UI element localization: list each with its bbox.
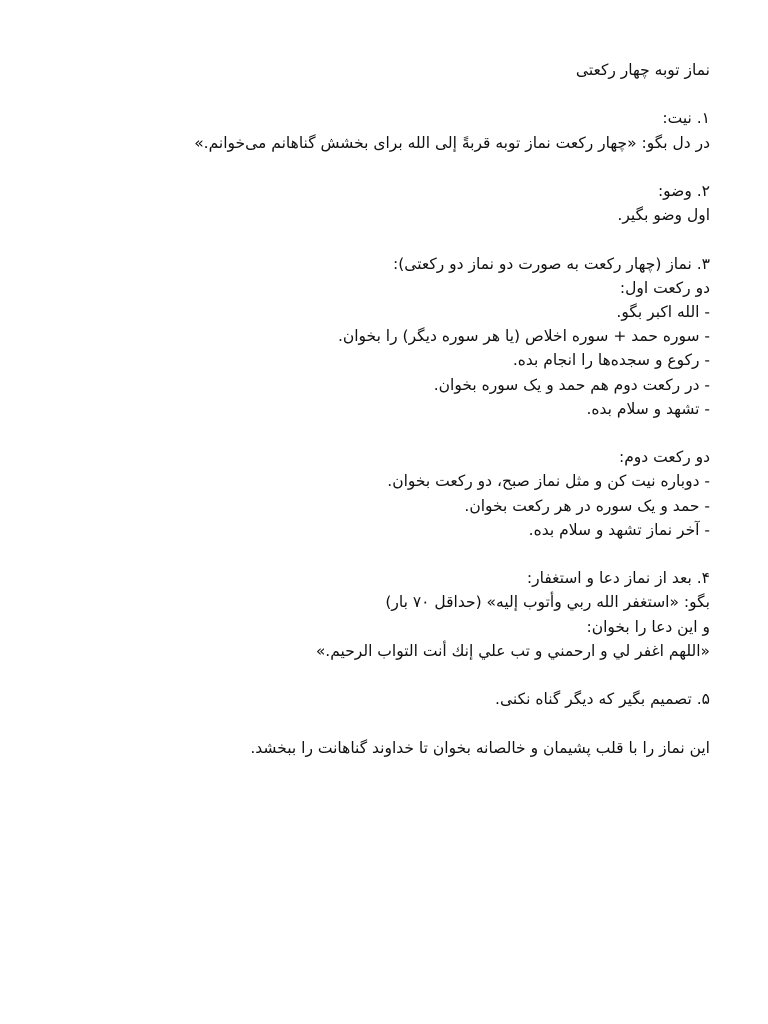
text-line: «اللهم اغفر لي و ارحمني و تب علي إنك أنت التواب الرحيم.»	[315, 641, 710, 660]
list-item: - تشهد و سلام بده.	[586, 399, 710, 418]
closing-line: این نماز را با قلب پشیمان و خالصانه بخوان تا خداوند گناهانت را ببخشد.	[250, 738, 710, 757]
list-item: - دوباره نیت کن و مثل نماز صبح، دو رکعت بخوان.	[387, 472, 710, 491]
text-line: بگو: «استغفر الله ربي وأتوب إليه» (حداقل ۷۰ بار)	[385, 593, 710, 612]
list-item: - الله اکبر بگو.	[616, 302, 710, 321]
subheading-first-two-rakats: دو رکعت اول:	[619, 278, 710, 297]
section-heading-decision: ۵. تصمیم بگیر که دیگر گناه نکنی.	[495, 690, 710, 709]
text-line: و این دعا را بخوان:	[586, 617, 710, 636]
blank-line	[40, 82, 710, 106]
text-line: در دل بگو: «چهار رکعت نماز توبه قربةً إلی الله برای بخشش گناهانم می‌خوانم.»	[194, 133, 710, 152]
blank-line	[40, 663, 710, 687]
list-item: - سوره حمد + سوره اخلاص (یا هر سوره دیگر) را بخوان.	[337, 327, 710, 346]
blank-line	[40, 227, 710, 251]
blank-line	[40, 155, 710, 179]
section-heading-prayer: ۳. نماز (چهار رکعت به صورت دو نماز دو رکعتی):	[393, 254, 710, 273]
subheading-second-two-rakats: دو رکعت دوم:	[618, 448, 710, 467]
text-line: اول وضو بگیر.	[617, 206, 710, 225]
document-title: نماز توبه چهار رکعتی	[575, 61, 710, 79]
blank-line	[40, 711, 710, 735]
section-heading-dua: ۴. بعد از نماز دعا و استغفار:	[526, 569, 710, 588]
document-body	[40, 58, 710, 760]
section-heading-intention: ۱. نیت:	[662, 109, 710, 128]
list-item: - آخر نماز تشهد و سلام بده.	[528, 520, 710, 539]
list-item: - رکوع و سجده‌ها را انجام بده.	[512, 351, 710, 370]
list-item: - حمد و یک سوره در هر رکعت بخوان.	[464, 496, 710, 515]
blank-line	[40, 421, 710, 445]
list-item: - در رکعت دوم هم حمد و یک سوره بخوان.	[433, 375, 710, 394]
blank-line	[40, 542, 710, 566]
section-heading-wudu: ۲. وضو:	[657, 181, 710, 200]
